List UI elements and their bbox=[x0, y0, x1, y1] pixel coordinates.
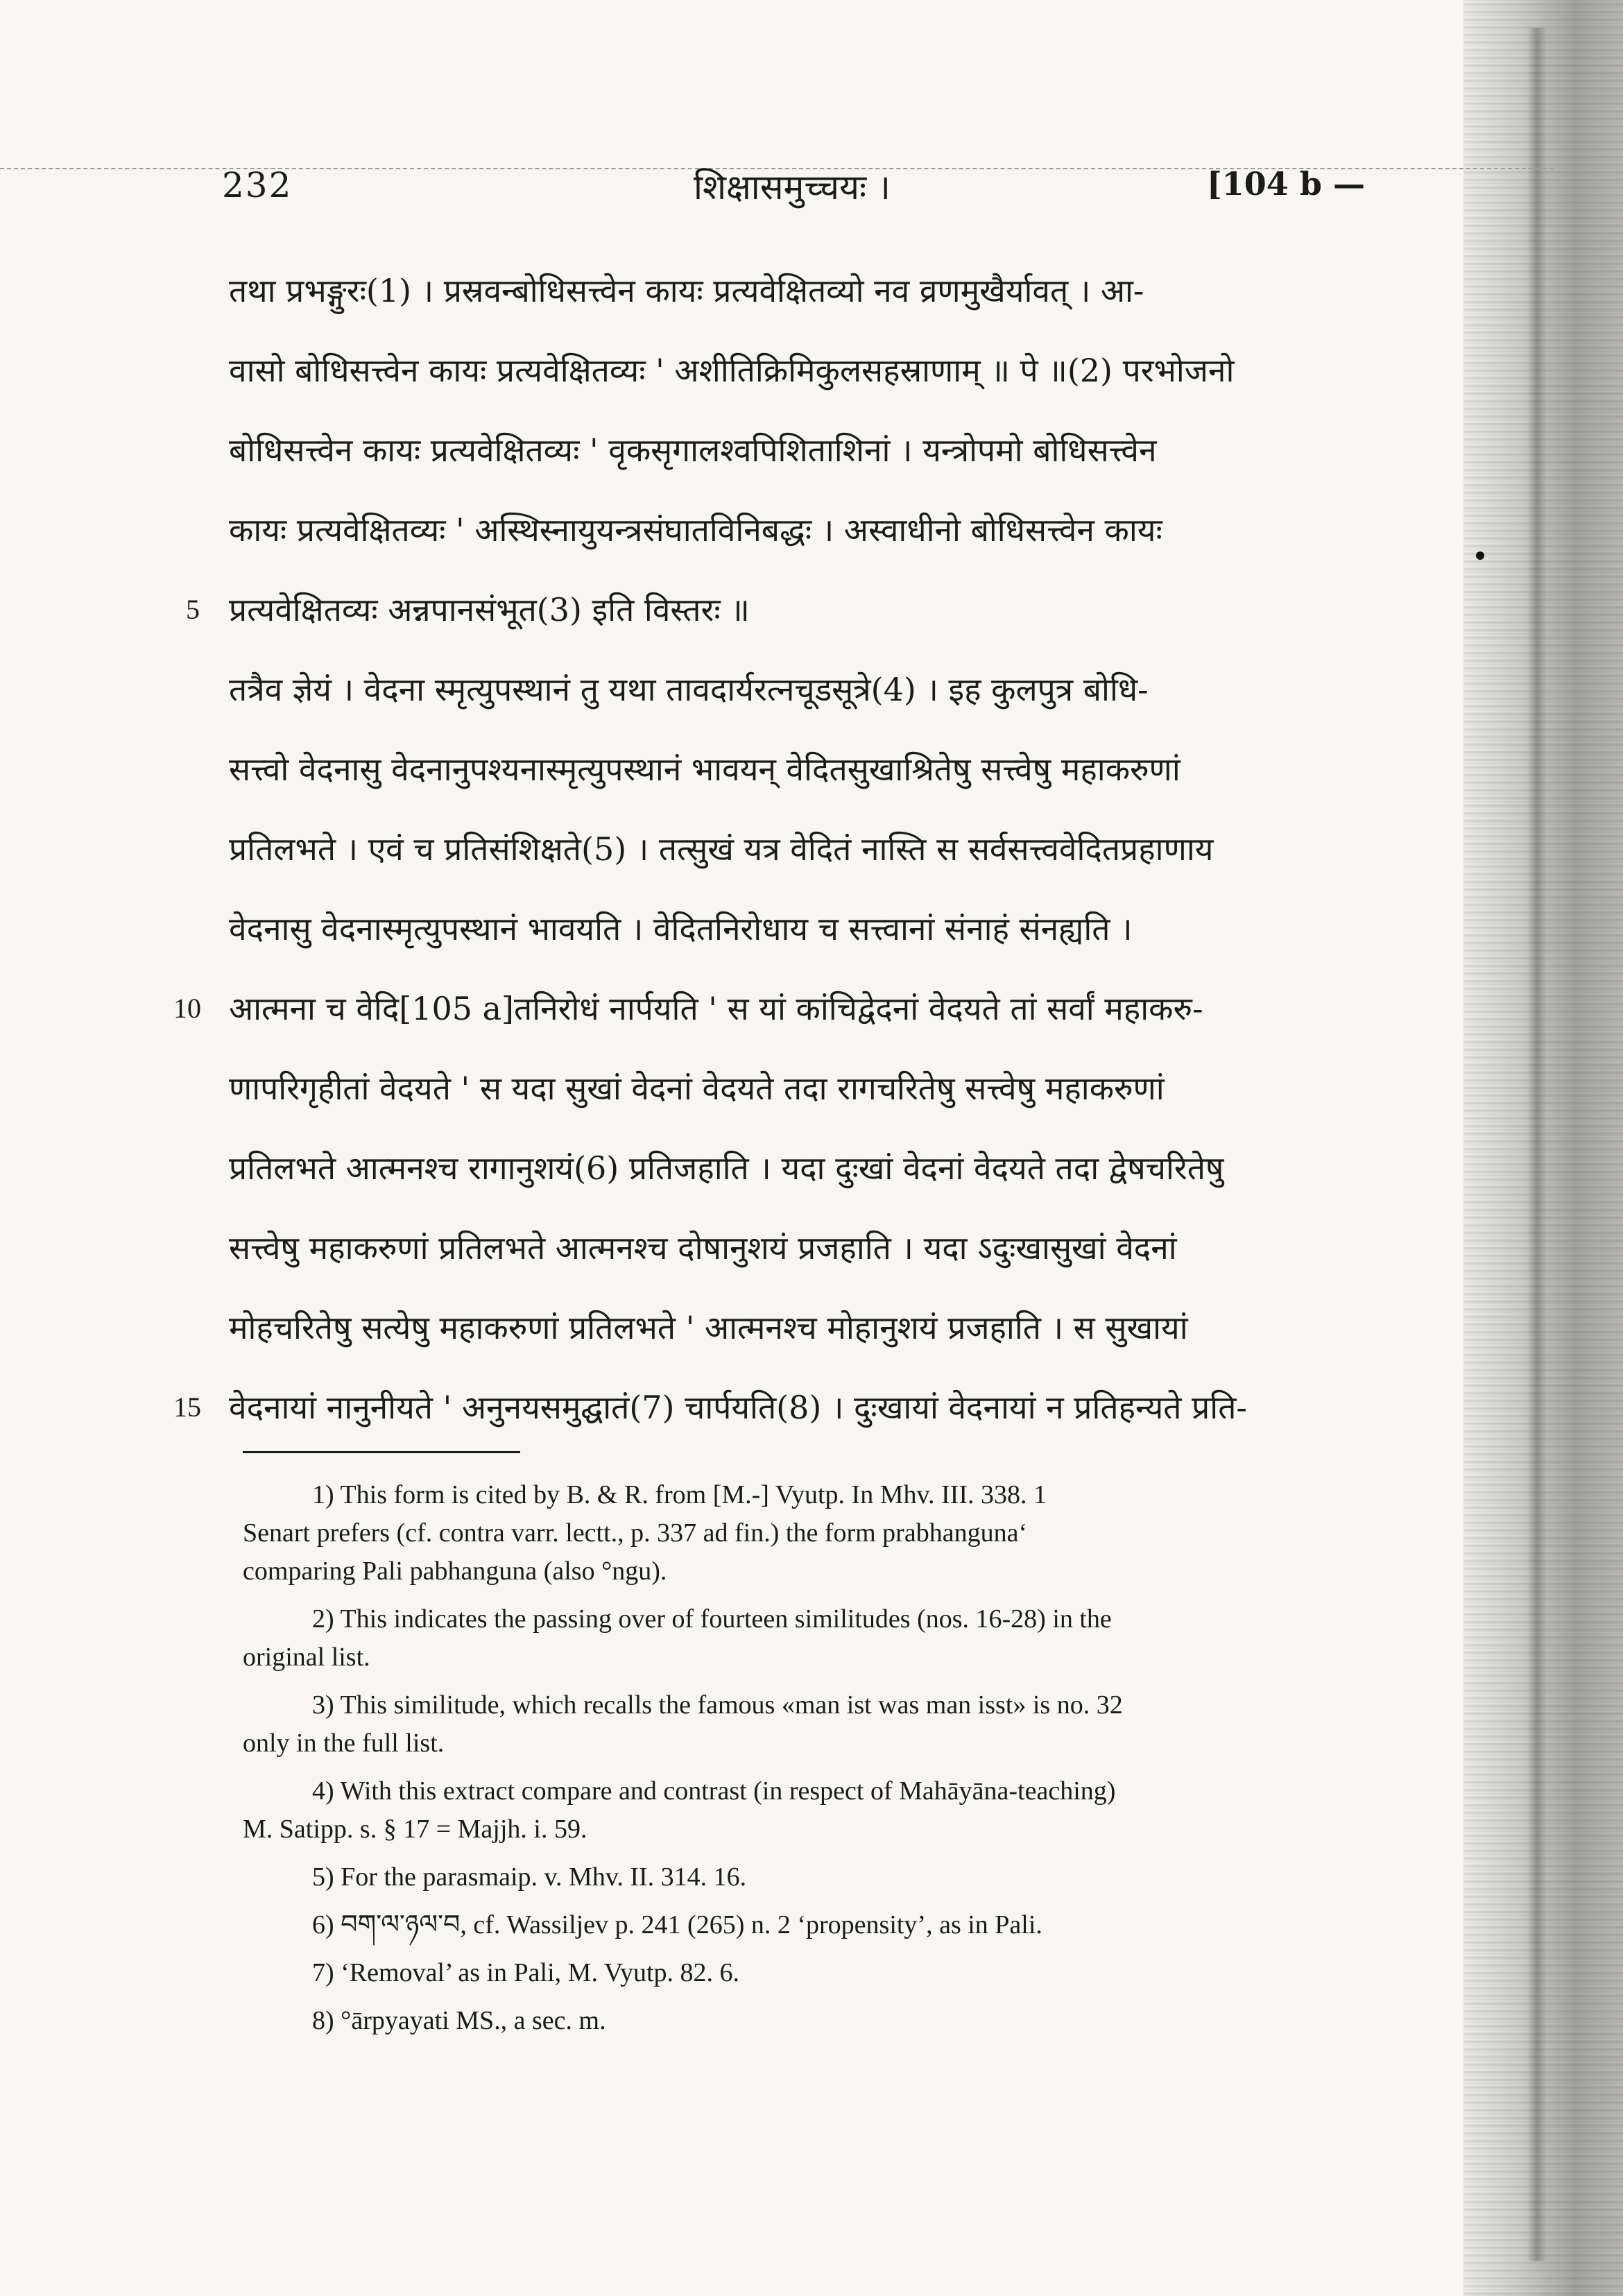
text-line bbox=[173, 982, 1401, 1061]
footnote bbox=[243, 1858, 1401, 1896]
text-line bbox=[229, 662, 1401, 742]
footnote-line: M. Satipp. s. § 17 = Majjh. i. 59. bbox=[243, 1815, 587, 1844]
line-text: प्रतिलभते । एवं च प्रतिसंशिक्षते(5) । तत्सुखं यत्र वेदितं नास्ति स सर्वसत्त्ववेदितप्रहाणाय bbox=[229, 830, 1214, 868]
text-line bbox=[229, 1301, 1401, 1380]
footnote-separator bbox=[243, 1451, 520, 1453]
line-text: वेदनासु वेदनास्मृत्युपस्थानं भावयति । वेदितनिरोधाय च सत्त्वानां संनाहं संनह्यति । bbox=[229, 910, 1133, 948]
footnote-line: 4) With this extract compare and contrast (in respect of Mahāyāna-teaching) bbox=[312, 1776, 1116, 1806]
line-text: तथा प्रभङ्गुरः(1) । प्रस्रवन्बोधिसत्त्वेन कायः प्रत्यवेक्षितव्यो नव व्रणमुखैर्यावत् । आ- bbox=[229, 272, 1144, 309]
margin-ink-dot bbox=[1476, 551, 1484, 560]
text-line bbox=[229, 1141, 1401, 1221]
folio-reference: [104 b — bbox=[1207, 165, 1365, 203]
line-text: आत्मना च वेदि[105 a]तनिरोधं नार्पयति ' स यां कांचिद्वेदनां वेदयते तां सर्वां महाकरु- bbox=[229, 990, 1203, 1027]
footnote-line: original list. bbox=[243, 1643, 370, 1672]
footnote-line: 3) This similitude, which recalls the famous «man ist was man isst» is no. 32 bbox=[312, 1690, 1123, 1720]
running-title: शिक्षासमुच्चयः । bbox=[694, 167, 891, 207]
footnote-line: 2) This indicates the passing over of fourteen similitudes (nos. 16-28) in the bbox=[312, 1604, 1112, 1634]
text-line bbox=[229, 822, 1401, 902]
line-text: मोहचरितेषु सत्येषु महाकरुणां प्रतिलभते ' आत्मनश्च मोहानुशयं प्रजहाति । स सुखायां bbox=[229, 1309, 1188, 1346]
line-text: सत्त्वो वेदनासु वेदनानुपश्यनास्मृत्युपस्थानं भावयन् वेदितसुखाश्रितेषु सत्त्वेषु महाकरुणां bbox=[229, 751, 1180, 788]
text-line bbox=[229, 1061, 1401, 1141]
line-text: कायः प्रत्यवेक्षितव्यः ' अस्थिस्नायुयन्त्रसंघातविनिबद्धः । अस्वाधीनो बोधिसत्त्वेन कायः bbox=[229, 511, 1162, 549]
line-number: 15 bbox=[173, 1391, 201, 1423]
line-text: सत्त्वेषु महाकरुणां प्रतिलभते आत्मनश्च दोषानुशयं प्रजहाति । यदा ऽदुःखासुखां वेदनां bbox=[229, 1229, 1177, 1267]
line-text: प्रतिलभते आत्मनश्च रागानुशयं(6) प्रतिजहाति । यदा दुःखां वेदनां वेदयते तदा द्वेषचरितेषु bbox=[229, 1149, 1224, 1187]
line-text: तत्रैव ज्ञेयं । वेदना स्मृत्युपस्थानं तु यथा तावदार्यरत्नचूडसूत्रे(4) । इह कुलपुत्र बोधि- bbox=[229, 671, 1149, 708]
text-line bbox=[229, 902, 1401, 982]
footnote-line: 6) བག་ལ་ཉལ་བ, cf. Wassiljev p. 241 (265) n. 2 ‘propensity’, as in Pali. bbox=[312, 1910, 1042, 1939]
scanned-page-edge-shadow bbox=[1527, 28, 1547, 2261]
sanskrit-main-text bbox=[173, 264, 1401, 1460]
footnote-line: only in the full list. bbox=[243, 1729, 445, 1758]
footnote bbox=[243, 1772, 1401, 1849]
text-line bbox=[229, 742, 1401, 822]
footnote-line: Senart prefers (cf. contra varr. lectt., p. 337 ad fin.) the form prabhanguna‘ bbox=[243, 1518, 1028, 1548]
footnote bbox=[243, 1906, 1401, 1944]
footnotes bbox=[243, 1476, 1401, 2050]
line-text: प्रत्यवेक्षितव्यः अन्नपानसंभूत(3) इति विस्तरः ॥ bbox=[229, 591, 750, 628]
text-line bbox=[229, 264, 1401, 343]
footnote-line: 8) °ārpyayati MS., a sec. m. bbox=[312, 2006, 606, 2035]
line-text: वेदनायां नानुनीयते ' अनुनयसमुद्घातं(7) चार्पयति(8) । दुःखायां वेदनायां न प्रतिहन्यते प्रति- bbox=[229, 1389, 1247, 1426]
text-line bbox=[186, 583, 1401, 662]
footnote bbox=[243, 1686, 1401, 1763]
footnote-line: 7) ‘Removal’ as in Pali, M. Vyutp. 82. 6. bbox=[312, 1958, 740, 1987]
line-text: वासो बोधिसत्त्वेन कायः प्रत्यवेक्षितव्यः ' अशीतिक्रिमिकुलसहस्राणाम् ॥ पे ॥(2) परभोजनो bbox=[229, 352, 1235, 389]
footnote bbox=[243, 1954, 1401, 1992]
text-line bbox=[229, 423, 1401, 503]
footnote bbox=[243, 1600, 1401, 1677]
line-number: 5 bbox=[186, 594, 200, 625]
footnote bbox=[243, 1476, 1401, 1591]
line-number: 10 bbox=[173, 993, 201, 1024]
page-number: 232 bbox=[222, 165, 293, 205]
line-text: बोधिसत्त्वेन कायः प्रत्यवेक्षितव्यः ' वृकसृगालश्वपिशिताशिनां । यन्त्रोपमो बोधिसत्त्वेन bbox=[229, 431, 1157, 469]
text-line bbox=[173, 1380, 1401, 1460]
page-header bbox=[222, 165, 1512, 221]
text-line bbox=[229, 1221, 1401, 1301]
footnote-line: 1) This form is cited by B. & R. from [M.-] Vyutp. In Mhv. III. 338. 1 bbox=[312, 1480, 1047, 1509]
footnote-line: comparing Pali pabhanguna (also °ngu). bbox=[243, 1557, 667, 1586]
text-line bbox=[229, 343, 1401, 423]
text-line bbox=[229, 503, 1401, 583]
footnote bbox=[243, 2002, 1401, 2040]
footnote-line: 5) For the parasmaip. v. Mhv. II. 314. 16. bbox=[312, 1862, 747, 1892]
line-text: णापरिगृहीतां वेदयते ' स यदा सुखां वेदनां वेदयते तदा रागचरितेषु सत्त्वेषु महाकरुणां bbox=[229, 1070, 1165, 1107]
